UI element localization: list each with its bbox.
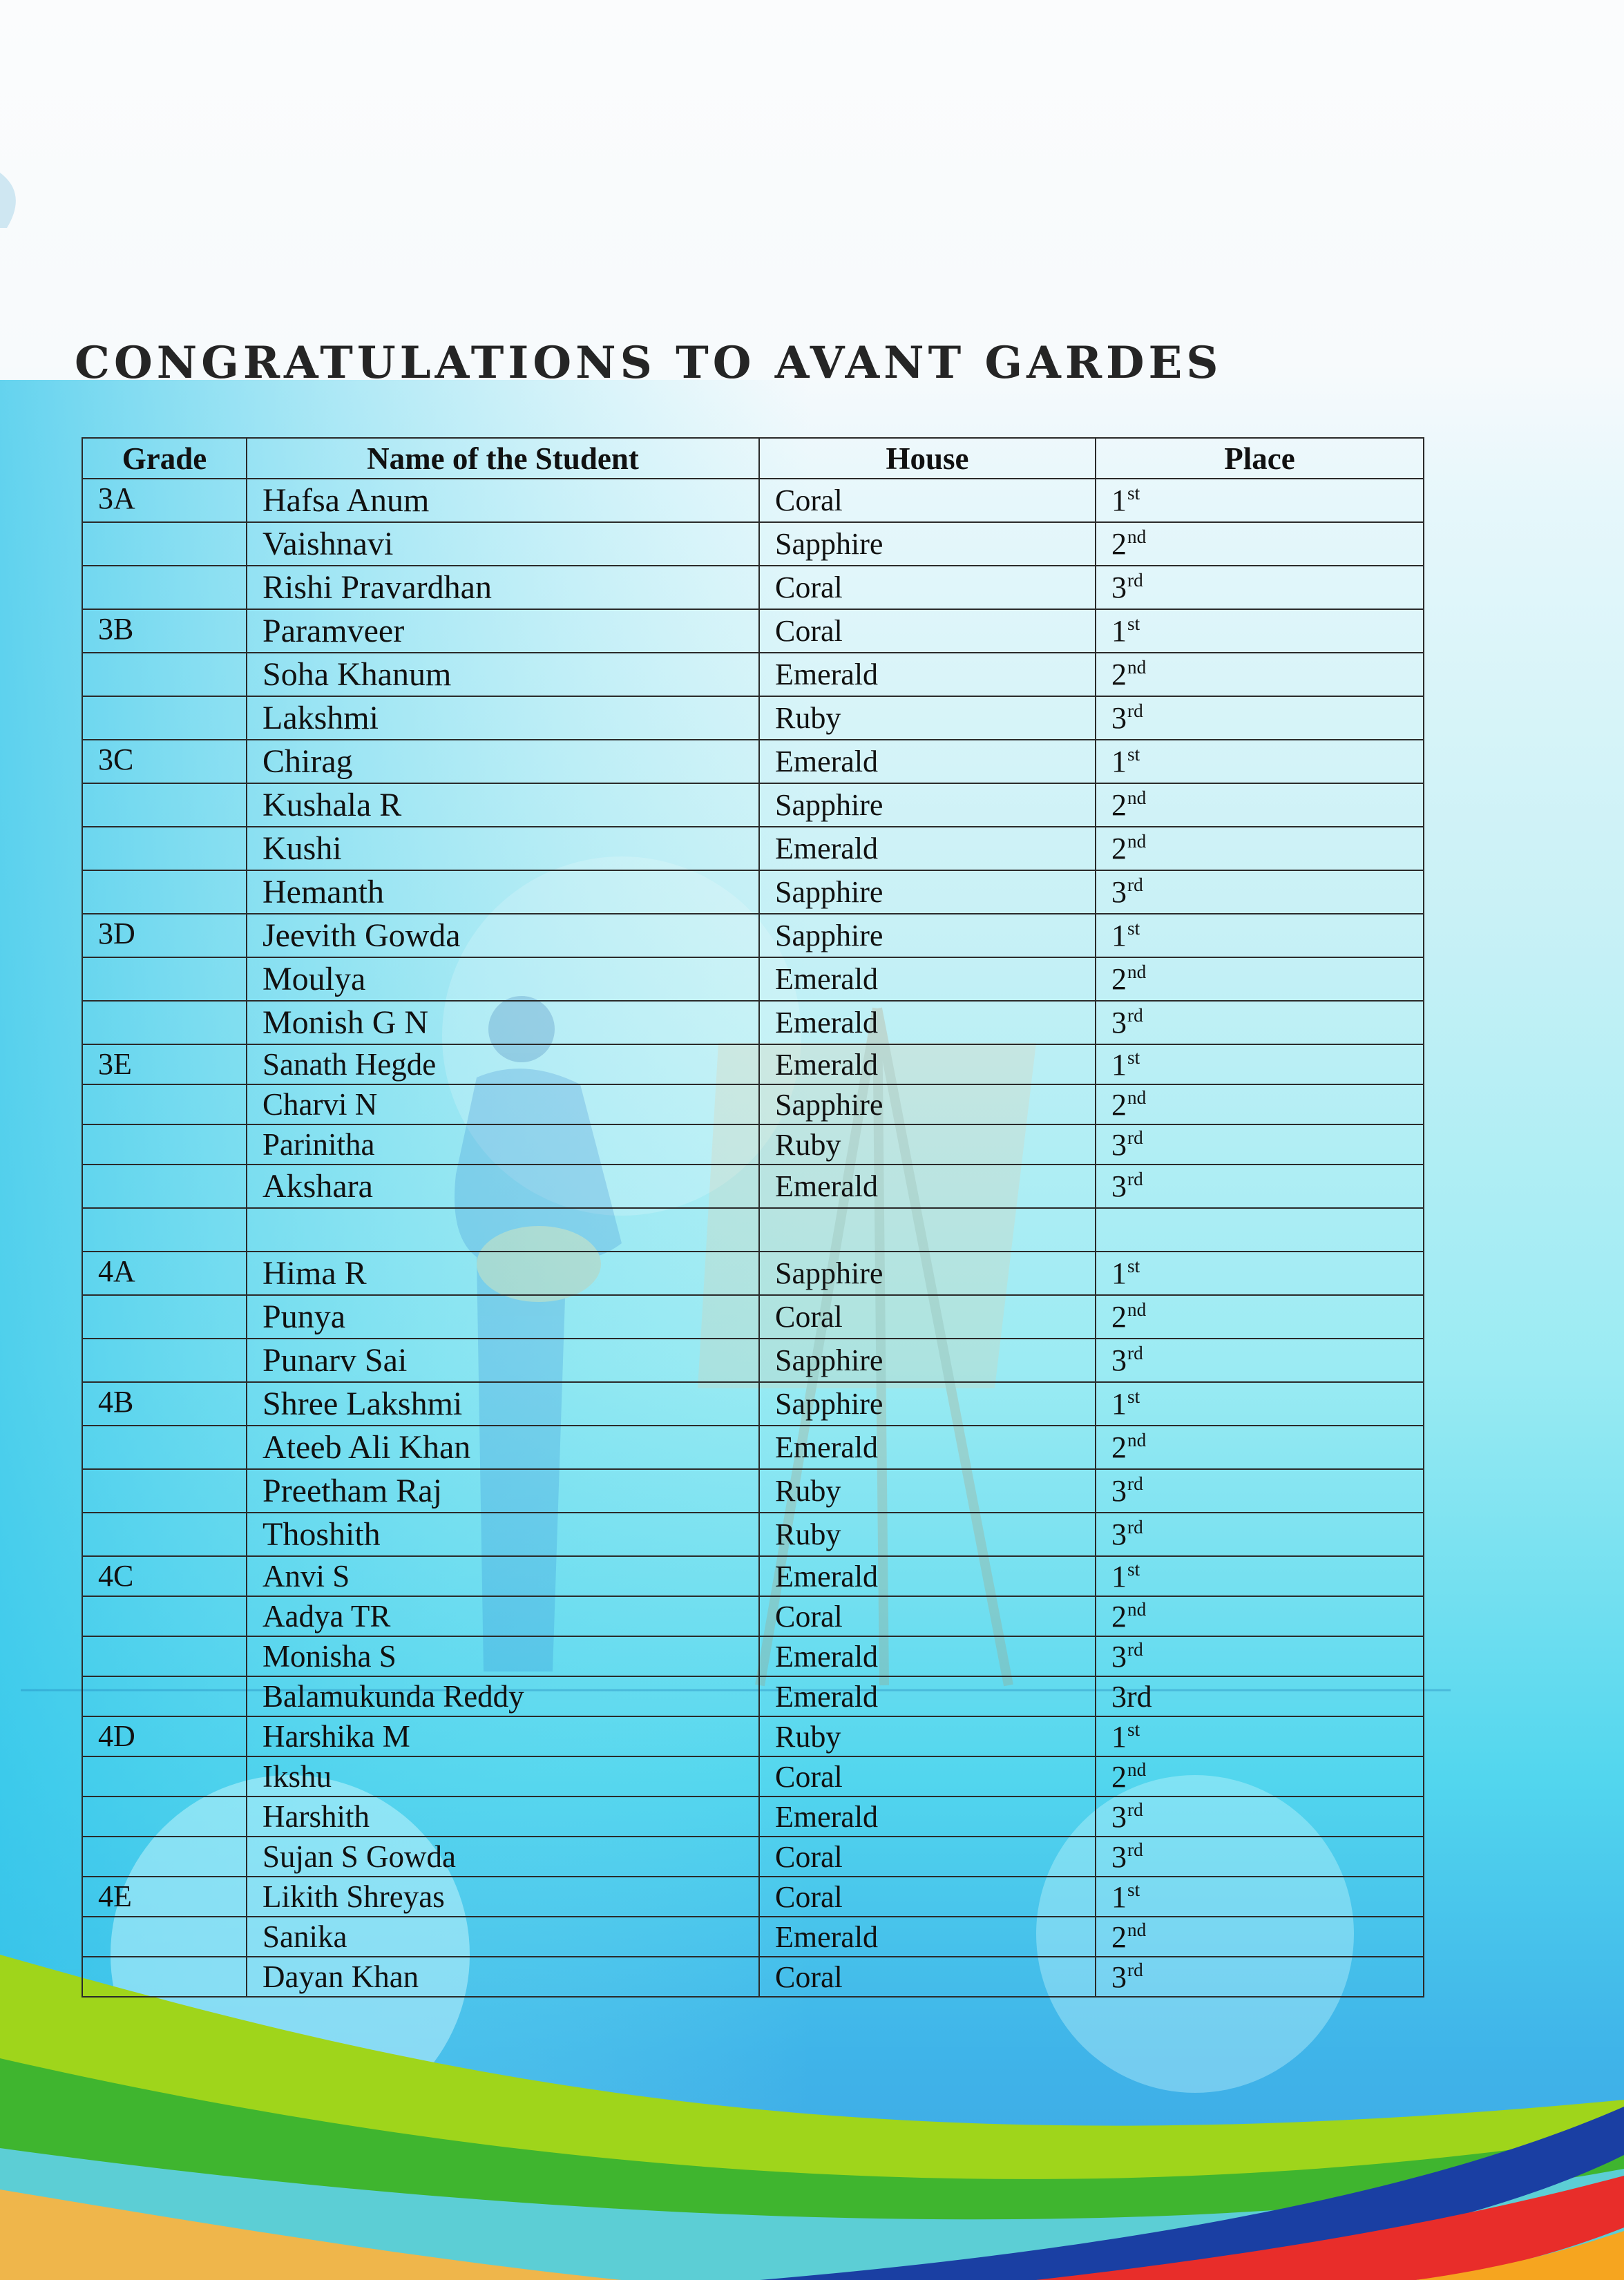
grade-cell xyxy=(82,1957,247,1997)
grade-cell xyxy=(82,1596,247,1636)
place-value: 3 xyxy=(1111,701,1127,735)
table-row xyxy=(82,479,1424,522)
student-name-cell: Anvi S xyxy=(247,1556,759,1596)
table-row xyxy=(82,653,1424,696)
page-title: CONGRATULATIONS TO AVANT GARDES xyxy=(75,336,1223,389)
place-cell xyxy=(1096,1596,1424,1636)
place-cell xyxy=(1096,1756,1424,1797)
place-value: 2 xyxy=(1111,1919,1127,1954)
table-row xyxy=(82,609,1424,653)
student-name-cell: Thoshith xyxy=(247,1513,759,1556)
table-body xyxy=(82,479,1424,1997)
table-row xyxy=(82,1165,1424,1208)
table-row xyxy=(82,1469,1424,1513)
grade-cell xyxy=(82,653,247,696)
student-name-cell: Hemanth xyxy=(247,870,759,914)
place-value: 3rd xyxy=(1111,1679,1152,1714)
house-cell: Coral xyxy=(759,1596,1096,1636)
place-cell xyxy=(1096,740,1424,783)
place-value: 2 xyxy=(1111,962,1127,996)
table-row xyxy=(82,1957,1424,1997)
student-name-cell: Kushi xyxy=(247,827,759,870)
place-cell xyxy=(1096,609,1424,653)
place-cell xyxy=(1096,1636,1424,1676)
place-suffix: nd xyxy=(1127,1919,1147,1940)
place-value: 3 xyxy=(1111,1639,1127,1674)
house-cell: Coral xyxy=(759,609,1096,653)
student-name-cell: Jeevith Gowda xyxy=(247,914,759,957)
house-cell: Emerald xyxy=(759,827,1096,870)
house-cell: Emerald xyxy=(759,1044,1096,1084)
place-value: 2 xyxy=(1111,658,1127,691)
student-name-cell: Ateeb Ali Khan xyxy=(247,1426,759,1469)
place-cell xyxy=(1096,783,1424,827)
place-value: 2 xyxy=(1111,788,1127,822)
place-cell xyxy=(1096,1084,1424,1124)
place-suffix: rd xyxy=(1127,1127,1143,1148)
grade-cell: 4E xyxy=(82,1877,247,1917)
student-name-cell: Sanath Hegde xyxy=(247,1044,759,1084)
place-cell xyxy=(1096,1957,1424,1997)
place-value: 1 xyxy=(1111,919,1127,952)
table-row xyxy=(82,1124,1424,1165)
place-cell xyxy=(1096,1469,1424,1513)
place-value: 2 xyxy=(1111,1300,1127,1334)
place-cell xyxy=(1096,1513,1424,1556)
house-cell: Emerald xyxy=(759,1797,1096,1837)
grade-cell: 4D xyxy=(82,1716,247,1756)
student-name-cell: Harshika M xyxy=(247,1716,759,1756)
place-suffix: st xyxy=(1127,1718,1140,1740)
grade-cell xyxy=(82,1837,247,1877)
house-cell: Emerald xyxy=(759,957,1096,1001)
house-cell: Coral xyxy=(759,1837,1096,1877)
grade-cell xyxy=(82,1208,247,1252)
grade-cell xyxy=(82,1001,247,1044)
place-cell xyxy=(1096,1556,1424,1596)
place-suffix: nd xyxy=(1127,1430,1147,1451)
place-suffix: st xyxy=(1127,1386,1140,1408)
place-cell xyxy=(1096,1382,1424,1426)
place-cell xyxy=(1096,1917,1424,1957)
house-cell: Emerald xyxy=(759,1636,1096,1676)
student-name-cell: Vaishnavi xyxy=(247,522,759,566)
house-cell: Coral xyxy=(759,1957,1096,1997)
place-suffix: nd xyxy=(1127,526,1147,548)
place-cell xyxy=(1096,566,1424,609)
house-cell: Ruby xyxy=(759,1124,1096,1165)
place-cell xyxy=(1096,870,1424,914)
table-row xyxy=(82,1001,1424,1044)
grade-cell xyxy=(82,1339,247,1382)
grade-cell xyxy=(82,1676,247,1716)
place-suffix: st xyxy=(1127,744,1140,765)
place-suffix: st xyxy=(1127,1879,1140,1900)
table-row xyxy=(82,1252,1424,1295)
place-suffix: st xyxy=(1127,1256,1140,1277)
place-suffix: rd xyxy=(1127,874,1143,896)
place-value: 3 xyxy=(1111,1127,1127,1162)
house-cell: Ruby xyxy=(759,1513,1096,1556)
place-cell xyxy=(1096,1208,1424,1252)
place-suffix: nd xyxy=(1127,1759,1147,1780)
grade-cell: 4C xyxy=(82,1556,247,1596)
place-suffix: rd xyxy=(1127,1517,1143,1538)
place-value: 2 xyxy=(1111,1599,1127,1634)
place-value: 3 xyxy=(1111,571,1127,604)
grade-cell xyxy=(82,1917,247,1957)
grade-cell: 3A xyxy=(82,479,247,522)
place-value: 1 xyxy=(1111,745,1127,778)
house-cell: Coral xyxy=(759,566,1096,609)
place-suffix: rd xyxy=(1127,1638,1143,1660)
house-cell: Coral xyxy=(759,1295,1096,1339)
place-value: 1 xyxy=(1111,1879,1127,1914)
header-grade: Grade xyxy=(82,438,247,479)
place-suffix: nd xyxy=(1127,1299,1147,1321)
table-row xyxy=(82,740,1424,783)
place-suffix: nd xyxy=(1127,961,1147,983)
place-cell xyxy=(1096,653,1424,696)
grade-cell xyxy=(82,566,247,609)
student-name-cell: Sujan S Gowda xyxy=(247,1837,759,1877)
grade-cell xyxy=(82,870,247,914)
table-row xyxy=(82,1877,1424,1917)
table-row xyxy=(82,522,1424,566)
place-cell xyxy=(1096,1716,1424,1756)
grade-cell: 4A xyxy=(82,1252,247,1295)
house-cell: Ruby xyxy=(759,1469,1096,1513)
student-name-cell: Akshara xyxy=(247,1165,759,1208)
place-cell xyxy=(1096,914,1424,957)
table-row xyxy=(82,1295,1424,1339)
grade-cell xyxy=(82,957,247,1001)
place-suffix: rd xyxy=(1127,1799,1143,1820)
place-cell xyxy=(1096,696,1424,740)
student-name-cell: Sanika xyxy=(247,1917,759,1957)
house-cell: Emerald xyxy=(759,1676,1096,1716)
place-cell xyxy=(1096,1339,1424,1382)
grade-cell xyxy=(82,1469,247,1513)
place-value: 2 xyxy=(1111,1759,1127,1794)
house-cell: Emerald xyxy=(759,740,1096,783)
place-value: 3 xyxy=(1111,1169,1127,1203)
table-row xyxy=(82,1716,1424,1756)
grade-cell xyxy=(82,1797,247,1837)
student-name-cell: Soha Khanum xyxy=(247,653,759,696)
place-cell xyxy=(1096,1124,1424,1165)
grade-cell xyxy=(82,1165,247,1208)
house-cell: Emerald xyxy=(759,1556,1096,1596)
student-name-cell: Punya xyxy=(247,1295,759,1339)
place-value: 3 xyxy=(1111,1799,1127,1834)
house-cell: Sapphire xyxy=(759,783,1096,827)
student-name-cell: Charvi N xyxy=(247,1084,759,1124)
table-row xyxy=(82,1636,1424,1676)
table-header-row xyxy=(82,438,1424,479)
place-value: 3 xyxy=(1111,875,1127,909)
place-value: 3 xyxy=(1111,1006,1127,1040)
grade-cell xyxy=(82,1636,247,1676)
place-cell xyxy=(1096,957,1424,1001)
student-name-cell: Parinitha xyxy=(247,1124,759,1165)
grade-cell xyxy=(82,696,247,740)
grade-cell xyxy=(82,1124,247,1165)
place-value: 1 xyxy=(1111,1047,1127,1082)
table-row xyxy=(82,914,1424,957)
place-cell xyxy=(1096,1676,1424,1716)
place-suffix: rd xyxy=(1127,570,1143,591)
place-cell xyxy=(1096,1837,1424,1877)
place-suffix: nd xyxy=(1127,831,1147,852)
place-cell xyxy=(1096,1165,1424,1208)
place-suffix: st xyxy=(1127,1046,1140,1068)
place-cell xyxy=(1096,1001,1424,1044)
house-cell: Sapphire xyxy=(759,522,1096,566)
table-row xyxy=(82,1917,1424,1957)
house-cell: Sapphire xyxy=(759,1252,1096,1295)
place-suffix: st xyxy=(1127,918,1140,939)
house-cell: Coral xyxy=(759,479,1096,522)
place-suffix: rd xyxy=(1127,1005,1143,1026)
table-row xyxy=(82,1596,1424,1636)
student-name-cell: Paramveer xyxy=(247,609,759,653)
place-value: 3 xyxy=(1111,1517,1127,1551)
student-name-cell: Monisha S xyxy=(247,1636,759,1676)
student-name-cell: Preetham Raj xyxy=(247,1469,759,1513)
student-name-cell: Rishi Pravardhan xyxy=(247,566,759,609)
place-value: 1 xyxy=(1111,483,1127,517)
place-value: 2 xyxy=(1111,1087,1127,1122)
table-row xyxy=(82,957,1424,1001)
grade-cell xyxy=(82,827,247,870)
place-cell xyxy=(1096,1797,1424,1837)
table-row xyxy=(82,1044,1424,1084)
place-suffix: st xyxy=(1127,613,1140,635)
house-cell: Emerald xyxy=(759,653,1096,696)
student-name-cell: Moulya xyxy=(247,957,759,1001)
grade-cell: 3D xyxy=(82,914,247,957)
student-name-cell: Likith Shreyas xyxy=(247,1877,759,1917)
place-value: 1 xyxy=(1111,1719,1127,1754)
place-suffix: rd xyxy=(1127,1473,1143,1495)
grade-cell: 4B xyxy=(82,1382,247,1426)
table-row xyxy=(82,696,1424,740)
student-name-cell: Hafsa Anum xyxy=(247,479,759,522)
house-cell: Ruby xyxy=(759,1716,1096,1756)
place-value: 1 xyxy=(1111,1559,1127,1593)
header-place: Place xyxy=(1096,438,1424,479)
house-cell: Sapphire xyxy=(759,870,1096,914)
place-suffix: rd xyxy=(1127,1343,1143,1364)
student-name-cell: Shree Lakshmi xyxy=(247,1382,759,1426)
table-row xyxy=(82,827,1424,870)
house-cell: Emerald xyxy=(759,1917,1096,1957)
house-cell: Emerald xyxy=(759,1165,1096,1208)
student-name-cell: Dayan Khan xyxy=(247,1957,759,1997)
place-value: 1 xyxy=(1111,1387,1127,1421)
table-row xyxy=(82,1797,1424,1837)
grade-cell: 3E xyxy=(82,1044,247,1084)
grade-cell xyxy=(82,1295,247,1339)
grade-cell xyxy=(82,522,247,566)
place-suffix: rd xyxy=(1127,1169,1143,1190)
house-cell: Sapphire xyxy=(759,1084,1096,1124)
table-row xyxy=(82,1556,1424,1596)
place-suffix: rd xyxy=(1127,700,1143,722)
table-row xyxy=(82,1513,1424,1556)
place-suffix: nd xyxy=(1127,787,1147,809)
place-cell xyxy=(1096,479,1424,522)
student-name-cell: Hima R xyxy=(247,1252,759,1295)
grade-cell xyxy=(82,1084,247,1124)
place-suffix: nd xyxy=(1127,1086,1147,1108)
place-suffix: st xyxy=(1127,1558,1140,1580)
table-row xyxy=(82,1676,1424,1716)
table-row xyxy=(82,1084,1424,1124)
place-cell xyxy=(1096,1877,1424,1917)
student-name-cell: Kushala R xyxy=(247,783,759,827)
place-value: 1 xyxy=(1111,614,1127,648)
results-table xyxy=(82,437,1424,1998)
grade-cell: 3C xyxy=(82,740,247,783)
house-cell: Ruby xyxy=(759,696,1096,740)
student-name-cell: Harshith xyxy=(247,1797,759,1837)
place-value: 3 xyxy=(1111,1343,1127,1377)
place-cell xyxy=(1096,522,1424,566)
grade-cell xyxy=(82,1513,247,1556)
table-row xyxy=(82,1837,1424,1877)
place-suffix: st xyxy=(1127,483,1140,504)
table-row xyxy=(82,783,1424,827)
place-suffix: rd xyxy=(1127,1839,1143,1860)
place-value: 3 xyxy=(1111,1474,1127,1508)
table-row xyxy=(82,870,1424,914)
header-house: House xyxy=(759,438,1096,479)
house-cell: Sapphire xyxy=(759,1339,1096,1382)
place-value: 2 xyxy=(1111,527,1127,561)
place-value: 2 xyxy=(1111,1430,1127,1464)
house-cell: Sapphire xyxy=(759,914,1096,957)
student-name-cell: Balamukunda Reddy xyxy=(247,1676,759,1716)
place-value: 3 xyxy=(1111,1839,1127,1874)
student-name-cell: Lakshmi xyxy=(247,696,759,740)
grade-cell xyxy=(82,1756,247,1797)
table-row xyxy=(82,1756,1424,1797)
house-cell: Coral xyxy=(759,1756,1096,1797)
table-row xyxy=(82,1426,1424,1469)
place-cell xyxy=(1096,1044,1424,1084)
house-cell: Emerald xyxy=(759,1426,1096,1469)
student-name-cell: Aadya TR xyxy=(247,1596,759,1636)
place-suffix: rd xyxy=(1127,1959,1143,1980)
student-name-cell: Ikshu xyxy=(247,1756,759,1797)
place-value: 2 xyxy=(1111,832,1127,865)
table-row xyxy=(82,1382,1424,1426)
header-student-name: Name of the Student xyxy=(247,438,759,479)
table-row xyxy=(82,566,1424,609)
table-row xyxy=(82,1339,1424,1382)
place-suffix: nd xyxy=(1127,657,1147,678)
house-cell xyxy=(759,1208,1096,1252)
grade-cell: 3B xyxy=(82,609,247,653)
student-name-cell: Chirag xyxy=(247,740,759,783)
place-cell xyxy=(1096,827,1424,870)
place-suffix: nd xyxy=(1127,1598,1147,1620)
place-cell xyxy=(1096,1295,1424,1339)
student-name-cell: Punarv Sai xyxy=(247,1339,759,1382)
place-cell xyxy=(1096,1252,1424,1295)
house-cell: Coral xyxy=(759,1877,1096,1917)
place-value: 3 xyxy=(1111,1960,1127,1994)
grade-cell xyxy=(82,783,247,827)
house-cell: Emerald xyxy=(759,1001,1096,1044)
place-cell xyxy=(1096,1426,1424,1469)
place-value: 1 xyxy=(1111,1256,1127,1290)
student-name-cell: Monish G N xyxy=(247,1001,759,1044)
table-row xyxy=(82,1208,1424,1252)
grade-cell xyxy=(82,1426,247,1469)
house-cell: Sapphire xyxy=(759,1382,1096,1426)
student-name-cell xyxy=(247,1208,759,1252)
